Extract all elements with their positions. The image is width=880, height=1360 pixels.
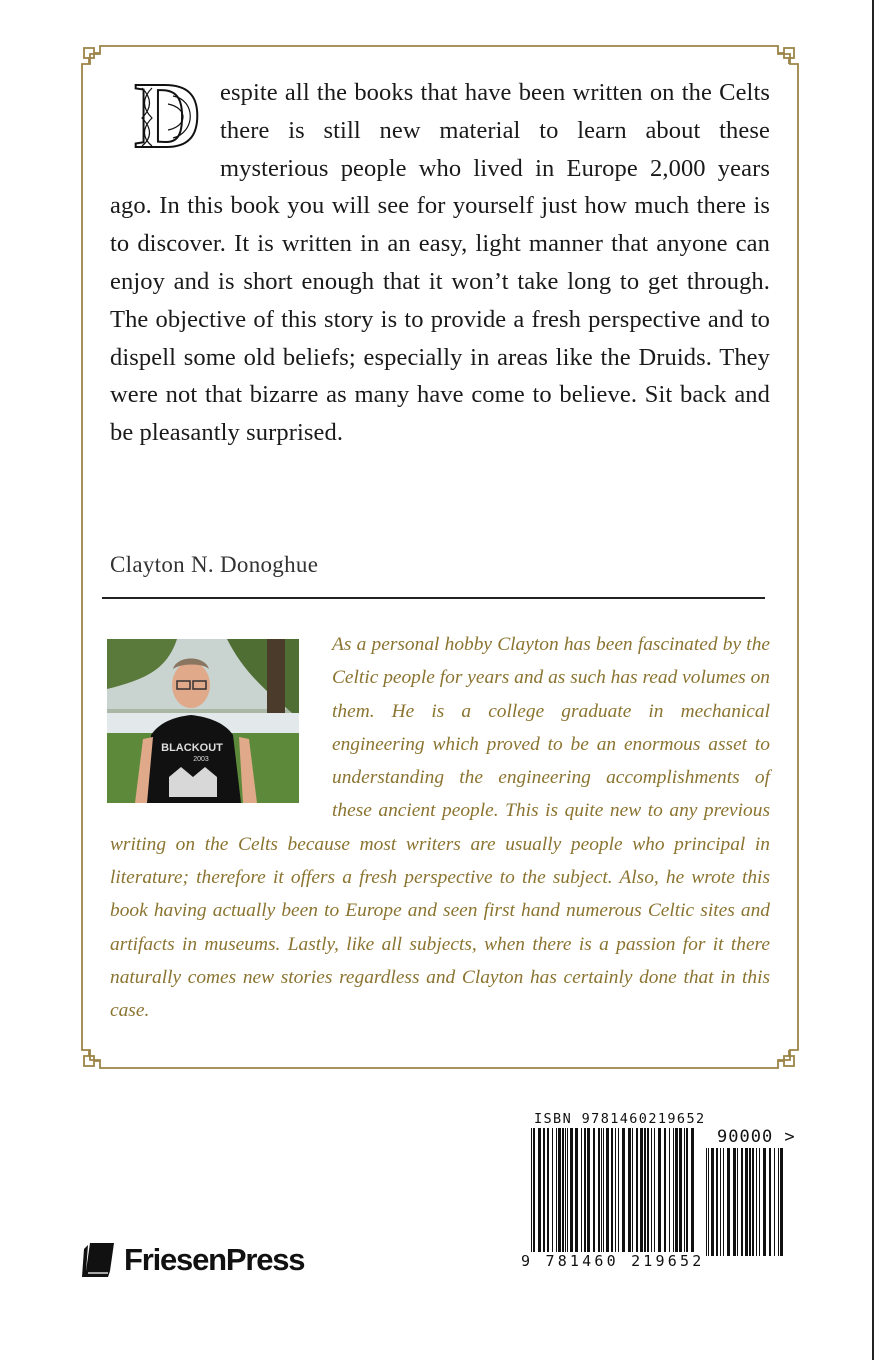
author-bio — [110, 628, 770, 1028]
barcode-bar — [651, 1128, 652, 1252]
isbn-barcode — [530, 1128, 695, 1254]
book-icon — [80, 1241, 116, 1279]
barcode-bar — [603, 1128, 604, 1252]
barcode-bar — [658, 1128, 661, 1252]
svg-text:BLACKOUT: BLACKOUT — [161, 742, 223, 754]
barcode-bar — [565, 1128, 566, 1252]
barcode-bar — [558, 1128, 561, 1252]
barcode-bar — [632, 1128, 633, 1252]
barcode-bar — [684, 1128, 685, 1252]
barcode-bar — [720, 1148, 721, 1256]
barcode-bar — [706, 1148, 707, 1256]
publisher-logo — [80, 1240, 304, 1280]
barcode-bar — [533, 1128, 535, 1252]
svg-text:D: D — [134, 74, 202, 156]
barcode-bar — [723, 1148, 724, 1256]
barcode-bar — [752, 1148, 754, 1256]
author-name: Clayton N. Donoghue — [110, 552, 319, 577]
barcode-bar — [741, 1148, 743, 1256]
barcode-bar — [570, 1128, 573, 1252]
intro-text: espite all the books that have been written on the Celts there is still new material to learn about these mysterious people who lived in Europe 2,000 years ago. In this book you will see for yourself just how much there is to discover. It is written in an easy, light manner that anyone can enjoy and is short enough that it won’t take long to get through. The objective of this story is to provide a fresh perspective and to dispell some old beliefs; especially in areas like the Druids. They were not that bizarre as many have come to believe. Sit back and be pleasantly surprised. — [110, 79, 770, 447]
barcode-bar — [708, 1148, 709, 1256]
price-code: 90000 > — [717, 1127, 796, 1147]
barcode-bar — [622, 1128, 625, 1252]
publisher-name: FriesenPress — [124, 1242, 305, 1277]
barcode-bar — [759, 1148, 760, 1256]
barcode-bar — [606, 1128, 609, 1252]
barcode-bar — [593, 1128, 595, 1252]
intro-paragraph — [110, 74, 770, 452]
barcode-bar — [584, 1128, 586, 1252]
barcode-bar — [567, 1128, 568, 1252]
barcode-bar — [575, 1128, 578, 1252]
barcode-bar — [644, 1128, 646, 1252]
barcode-bar — [675, 1128, 678, 1252]
svg-text:2003: 2003 — [193, 756, 209, 763]
barcode-bar — [552, 1128, 553, 1252]
price-addon-barcode — [705, 1148, 785, 1258]
photo-wrap-spacer — [110, 628, 332, 820]
barcode-bar — [601, 1128, 602, 1252]
barcode-bar — [756, 1148, 757, 1256]
barcode-bar — [647, 1128, 649, 1252]
barcode-bar — [562, 1128, 564, 1252]
barcode-bar — [636, 1128, 638, 1252]
barcode-bar — [686, 1128, 688, 1252]
barcode-bar — [673, 1128, 674, 1252]
barcode-bar — [679, 1128, 682, 1252]
barcode-bar — [547, 1128, 549, 1252]
barcode-bar — [598, 1128, 600, 1252]
celtic-dropcap-d — [118, 74, 218, 156]
barcode-bar — [654, 1128, 655, 1252]
barcode-bar — [581, 1128, 582, 1252]
barcode-bar — [538, 1128, 541, 1252]
barcode-bar — [778, 1148, 779, 1256]
barcode-bar — [763, 1148, 766, 1256]
barcode-bar — [716, 1148, 718, 1256]
barcode-bar — [774, 1148, 775, 1256]
barcode-bar — [780, 1148, 783, 1256]
barcode-bar — [745, 1148, 748, 1256]
barcode-bar — [664, 1128, 666, 1252]
barcode-bar — [611, 1128, 613, 1252]
barcode-bar — [691, 1128, 694, 1252]
barcode-bar — [711, 1148, 714, 1256]
barcode-bar — [615, 1128, 616, 1252]
barcode-bar — [769, 1148, 771, 1256]
barcode-bar — [628, 1128, 631, 1252]
bio-text: As a personal hobby Clayton has been fascinated by the Celtic people for years and as such has read volumes on them. He is a college graduate in mechanical engineering which proved to be an enormous asset to understanding the engineering accomplishments of these ancient people. This is quite new to any previous writing on the Celts because most writers are usually people who principal in literature; therefore it offers a fresh perspective to the subject. Also, he wrote this book having actually been to Europe and seen first hand numerous Celtic sites and artifacts in museums. Lastly, like all subjects, when there is a passion for it there naturally comes new stories regardless and Clayton has certainly done that in this case. — [110, 634, 770, 1022]
barcode-bar — [587, 1128, 590, 1252]
barcode-bar — [618, 1128, 619, 1252]
divider-rule — [102, 597, 765, 599]
barcode-bar — [543, 1128, 545, 1252]
barcode-bar — [727, 1148, 730, 1256]
barcode-bar — [669, 1128, 670, 1252]
isbn-digits: 9 781460 219652 — [521, 1252, 705, 1270]
barcode-bar — [531, 1128, 532, 1252]
page-edge-line — [872, 0, 874, 1360]
barcode-bar — [749, 1148, 751, 1256]
isbn-label: ISBN 9781460219652 — [534, 1111, 706, 1127]
barcode-bar — [733, 1148, 736, 1256]
barcode-bar — [640, 1128, 643, 1252]
barcode-bar — [737, 1148, 738, 1256]
barcode-bar — [556, 1128, 557, 1252]
